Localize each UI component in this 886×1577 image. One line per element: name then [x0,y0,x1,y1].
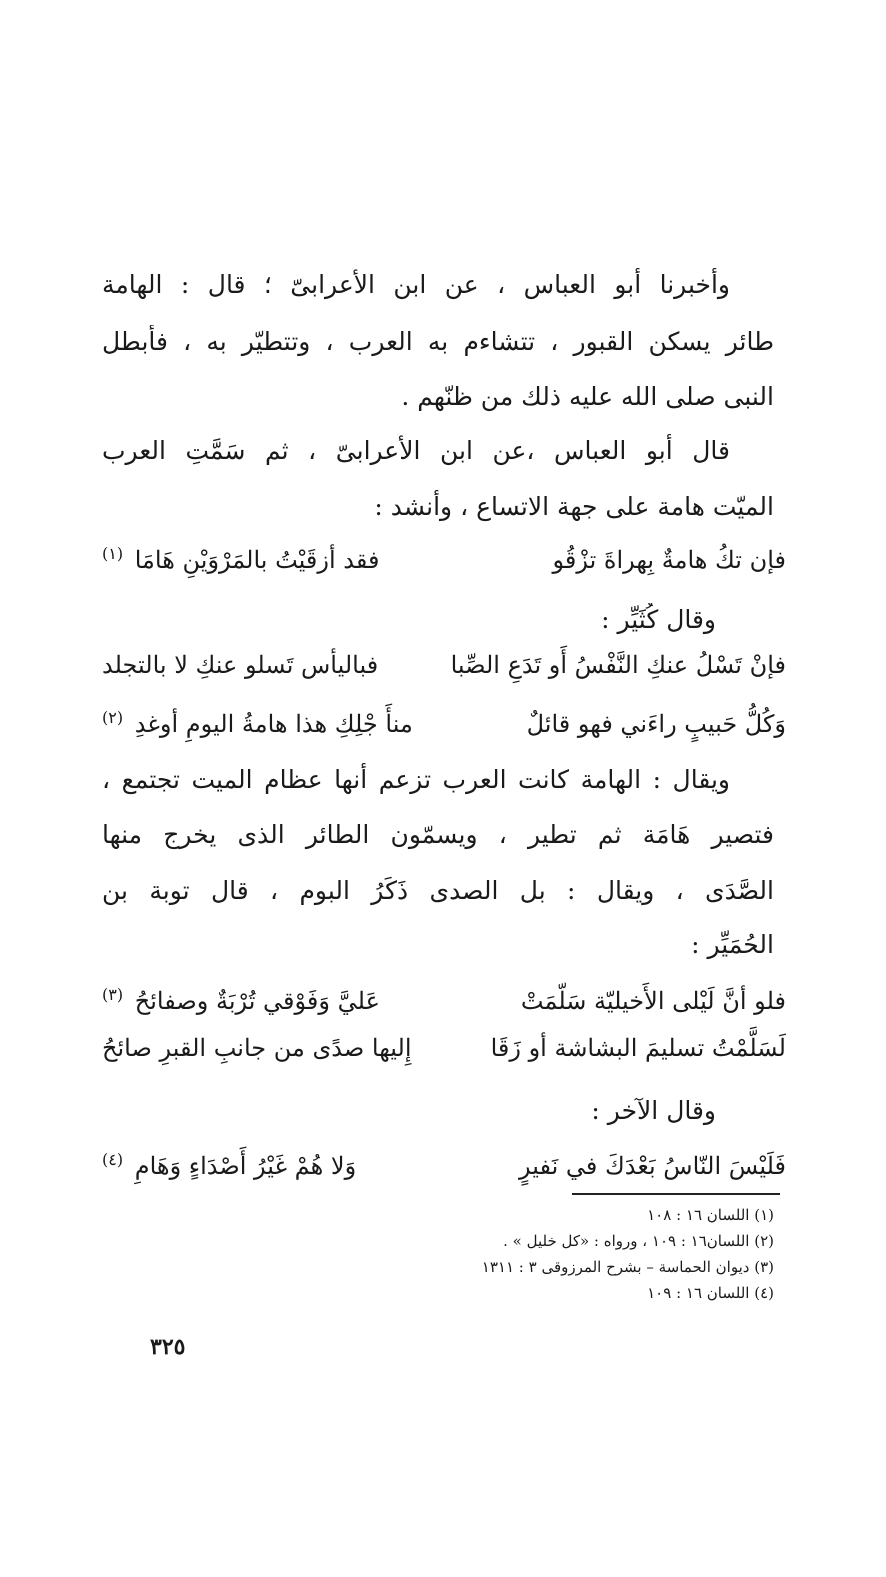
paragraph-3-line-2: فتصير هَامَة ثم تطير ، ويسمّون الطائر الذى يخرج منها [102,820,774,849]
verse-1-second-hemistich: فقد أزقَيْتُ بالمَرْوَيْنِ هَامَا [134,546,380,574]
verse-3-2-first-hemistich: لَسَلَّمْتُ تسليمَ البشاشة أو زَقَا [490,1034,786,1062]
footnote-ref-1: (١) [102,544,124,563]
footnote-ref-2: (٢) [102,708,124,727]
verse-3-1-second-hemistich: عَليَّ وَفَوْقي تُرْبَةٌ وصفائحُ [134,987,380,1015]
paragraph-3-line-1: ويقال : الهامة كانت العرب تزعم أَنها عظام الميت تجتمع ، [102,765,730,794]
verse-3-1-second-wrap [102,978,380,1018]
verse-4-second-wrap [102,1143,356,1183]
verse-4-second-hemistich: وَلا هُمْ غَيْرُ أَصْدَاءٍ وَهَامِ [134,1152,357,1180]
verse-2-1-first-hemistich: فإنْ تَسْلُ عنكِ النَّفْسُ أَو تَدَعِ الصِّبا [450,651,786,679]
intro-the-other: وقال الآخر : [591,1096,716,1125]
verse-2-1-second-hemistich: فباليأس تَسلو عنكِ لا بالتجلد [102,651,379,679]
verse-2-2-second-hemistich: منأَ جْلِكِ هذا هامةُ اليومِ أوغدِ [134,710,413,738]
verse-4 [102,1143,786,1183]
verse-3-2-second-hemistich: إِليها صدًى من جانبِ القبرِ صائحُ [102,1034,412,1062]
verse-3-line-1 [102,978,786,1018]
paragraph-1-line-2: طائر يسكن القبور ، تتشاءم به العرب ، وتتطيّر به ، فأبطل [102,327,774,356]
footnote-3: (٣) ديوان الحماسة – بشرح المرزوقى ٣ : ١٣١١ [481,1258,774,1276]
footnote-1: (١) اللسان ١٦ : ١٠٨ [647,1206,774,1224]
paragraph-2-line-2: الميّت هامة على جهة الاتساع ، وأَنشد : [374,492,774,521]
verse-2-line-2 [102,701,786,741]
paragraph-3-line-3: الصَّدَى ، ويقال : بل الصدى ذَكَرُ البوم ، قال توبة بن [102,876,774,905]
intro-kuthayyir: وقال كُثَيِّر : [601,605,716,634]
footnote-2: (٢) اللسان١٦ : ١٠٩ ، ورواه : «كل خليل » . [503,1232,774,1250]
verse-1-second-hemistich-wrap [102,537,379,577]
verse-2-2-second-wrap [102,701,413,741]
verse-1 [102,537,786,577]
footnote-ref-4: (٤) [102,1150,124,1169]
verse-2-2-first-hemistich: وَكُلُّ حَبيبٍ راءَني فهو قائلٌ [526,710,786,738]
paragraph-1-line-1: وأَخبرنا أَبو العباس ، عن ابن الأَعرابىّ ؛ قال : الهامة [102,270,730,299]
paragraph-1-line-3: النبى صلى الله عليه ذلك من ظنّهم . [401,382,774,411]
paragraph-2-line-1: قال أَبو العباس ،عن ابن الأَعرابىّ ، ثم سَمَّتِ العرب [102,436,730,465]
footnote-ref-3: (٣) [102,985,124,1004]
paragraph-3-line-4: الحُمَيِّر : [691,930,774,959]
verse-2-line-1 [102,648,786,682]
verse-4-first-hemistich: فَلَيْسَ النّاسُ بَعْدَكَ في نَفيرٍ [518,1152,786,1180]
verse-3-1-first-hemistich: فلو أنَّ لَيْلى الأَخيليّة سَلّمَتْ [520,987,786,1015]
verse-1-first-hemistich: فإن تكُ هامةٌ بِهراةَ تزْقُو [552,546,786,574]
footnote-divider [572,1193,780,1195]
verse-3-line-2 [102,1031,786,1065]
page-number: ٣٢٥ [150,1334,186,1360]
footnote-4: (٤) اللسان ١٦ : ١٠٩ [647,1284,774,1302]
